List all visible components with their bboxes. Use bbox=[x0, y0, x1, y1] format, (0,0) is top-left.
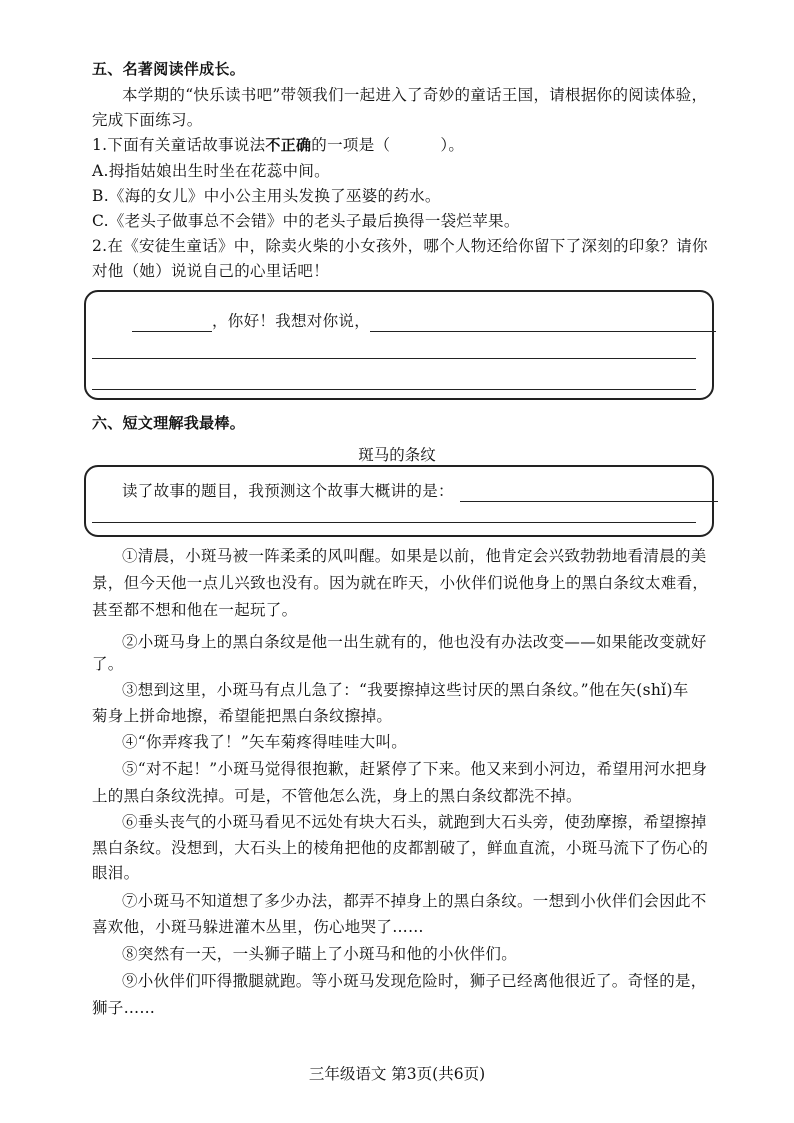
story-line: 喜欢他，小斑马躲进灌木丛里，伤心地哭了…… bbox=[92, 918, 424, 936]
answer-prompt: ，你好！我想对你说， bbox=[212, 312, 371, 330]
story-line: ②小斑马身上的黑白条纹是他一出生就有的，他也没有办法改变——如果能改变就好 bbox=[122, 633, 707, 651]
section-5-intro-line-1: 本学期的“快乐读书吧”带领我们一起进入了奇妙的童话王国，请根据你的阅读体验， bbox=[122, 86, 708, 104]
question-1 bbox=[92, 134, 464, 156]
story-line: ④“你弄疼我了！”矢车菊疼得哇哇大叫。 bbox=[122, 733, 408, 751]
option-a: A.拇指姑娘出生时坐在花蕊中间。 bbox=[92, 162, 330, 180]
option-b: B.《海的女儿》中小公主用头发换了巫婆的药水。 bbox=[92, 187, 441, 205]
addressee-blank[interactable] bbox=[132, 315, 212, 332]
question-2-line-2: 对他（她）说说自己的心里话吧！ bbox=[92, 262, 330, 280]
prediction-blank-1[interactable] bbox=[460, 485, 718, 502]
question-1-close: ）。 bbox=[440, 136, 465, 154]
section-5-intro-line-2: 完成下面练习。 bbox=[92, 111, 203, 129]
story-line: ⑦小斑马不知道想了多少办法，都弄不掉身上的黑白条纹。一想到小伙伴们会因此不 bbox=[122, 892, 707, 910]
story-line: ①清晨，小斑马被一阵柔柔的风叫醒。如果是以前，他肯定会兴致勃勃地看清晨的美 bbox=[122, 547, 707, 565]
story-line: 了。 bbox=[92, 655, 124, 673]
story-line: 上的黑白条纹洗掉。可是，不管他怎么洗，身上的黑白条纹都洗不掉。 bbox=[92, 787, 582, 805]
story-line: 眼泪。 bbox=[92, 864, 140, 882]
section-6-heading: 六、短文理解我最棒。 bbox=[92, 414, 246, 432]
question-1-emphasis: 不正确 bbox=[265, 136, 312, 154]
story-line: 菊身上拼命地擦，希望能把黑白条纹擦掉。 bbox=[92, 707, 393, 725]
question-2-line-1: 2.在《安徒生童话》中，除卖火柴的小女孩外，哪个人物还给你留下了深刻的印象？请你 bbox=[92, 237, 708, 255]
story-line: ⑧突然有一天，一头狮子瞄上了小斑马和他的小伙伴们。 bbox=[122, 945, 518, 963]
question-1-prefix: 1.下面有关童话故事说法 bbox=[92, 136, 266, 154]
option-c: C.《老头子做事总不会错》中的老头子最后换得一袋烂苹果。 bbox=[92, 212, 520, 230]
page-footer: 三年级语文 第3页(共6页) bbox=[308, 1065, 486, 1083]
prediction-prompt: 读了故事的题目，我预测这个故事大概讲的是： bbox=[122, 482, 454, 500]
story-line: 黑白条纹。没想到，大石头上的棱角把他的皮都割破了，鲜血直流，小斑马流下了伤心的 bbox=[92, 839, 709, 857]
answer-blank-3[interactable] bbox=[92, 389, 696, 390]
prediction-blank-2[interactable] bbox=[92, 522, 696, 523]
story-line: 甚至都不想和他在一起玩了。 bbox=[92, 601, 298, 619]
answer-line-1 bbox=[132, 310, 716, 332]
story-line: ⑤“对不起！”小斑马觉得很抱歉，赶紧停了下来。他又来到小河边，希望用河水把身 bbox=[122, 760, 708, 778]
story-line: 景，但今天他一点儿兴致也没有。因为就在昨天，小伙伴们说他身上的黑白条纹太难看， bbox=[92, 574, 709, 592]
answer-blank-2[interactable] bbox=[92, 358, 696, 359]
story-line: ⑨小伙伴们吓得撒腿就跑。等小斑马发现危险时，狮子已经离他很近了。奇怪的是， bbox=[122, 972, 707, 990]
section-5-heading: 五、名著阅读伴成长。 bbox=[92, 60, 246, 78]
story-line: ③想到这里，小斑马有点儿急了：“我要擦掉这些讨厌的黑白条纹。”他在矢(shǐ)车 bbox=[122, 681, 689, 699]
question-1-suffix: 的一项是（ bbox=[311, 136, 391, 154]
question-2-answer-box[interactable] bbox=[84, 290, 714, 400]
story-line: ⑥垂头丧气的小斑马看见不远处有块大石头，就跑到大石头旁，使劲摩擦，希望擦掉 bbox=[122, 813, 707, 831]
story-title: 斑马的条纹 bbox=[358, 446, 436, 464]
prediction-line bbox=[122, 480, 718, 502]
answer-blank-1[interactable] bbox=[370, 315, 716, 332]
story-line: 狮子…… bbox=[92, 999, 156, 1017]
